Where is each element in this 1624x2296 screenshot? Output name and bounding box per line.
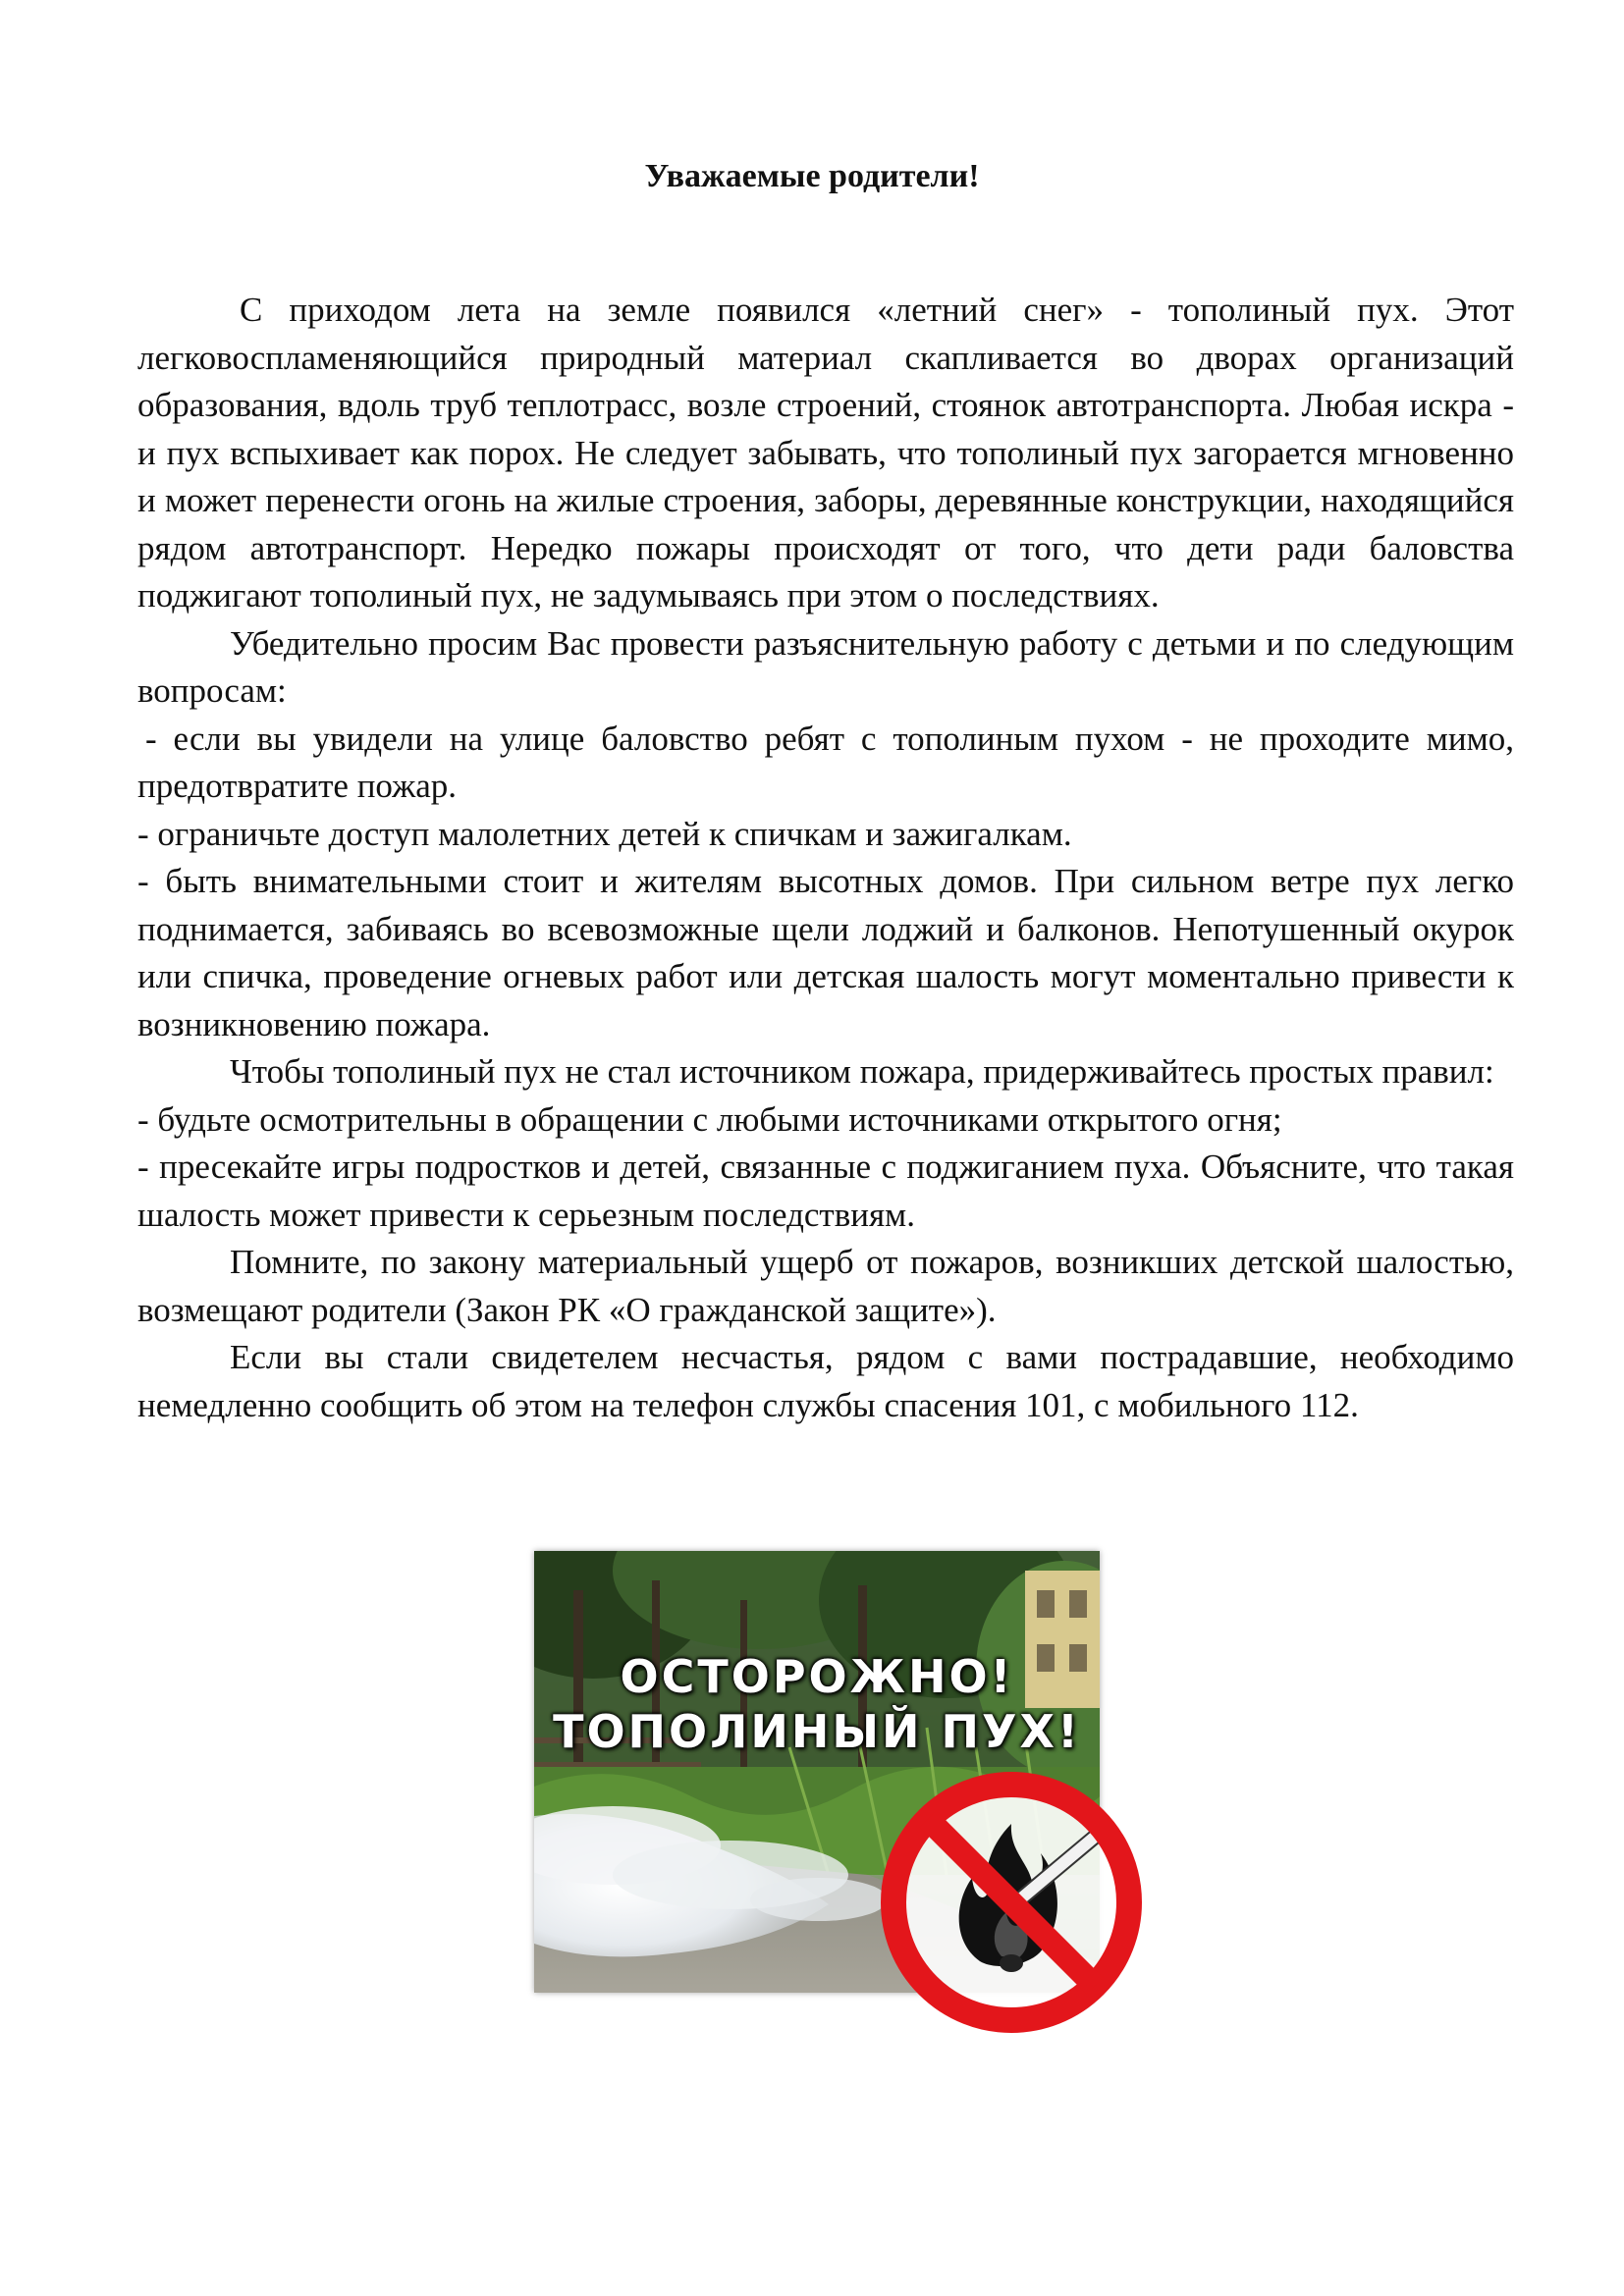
list-item: - будьте осмотрительны в обращении с любыми источниками открытого огня;: [137, 1099, 1282, 1139]
document-body: [137, 287, 1514, 1429]
list-item: - если вы увидели на улице баловство ребят с тополиным пухом - не проходите мимо, предотвратите пожар.: [137, 719, 1514, 805]
paragraph-request: Убедительно просим Вас провести разъяснительную работу с детьми и по следующим вопросам:: [137, 623, 1514, 710]
paragraph-rules: Чтобы тополиный пух не стал источником пожара, придерживайтесь простых правил:: [230, 1052, 1494, 1091]
paragraph-law: Помните, по закону материальный ущерб от пожаров, возникших детской шалостью, возмещают родители (Закон РК «О гражданской защите»).: [137, 1243, 1514, 1329]
caption-line: ТОПОЛИНЫЙ ПУХ!: [553, 1705, 1081, 1758]
paragraph-intro: С приходом лета на земле появился «летний снег» - тополиный пух. Этот легковоспламеняющийся природный материал скапливается во дворах организаций образования, вдоль труб теплотрасс, возле строений, стоянок автотранспорта. Любая искра - и пух вспыхивает как порох. Не следует забывать, что тополиный пух загорается мгновенно и может перенести огонь на жилые строения, заборы, деревянные конструкции, находящийся рядом автотранспорт. Нередко пожары происходят от того, что дети ради баловства поджигают тополиный пух, не задумываясь при этом о последствиях.: [137, 291, 1514, 614]
list-item: - ограничьте доступ малолетних детей к спичкам и зажигалкам.: [137, 814, 1072, 853]
paragraph-emergency: Если вы стали свидетелем несчастья, рядом с вами пострадавшие, необходимо немедленно сообщить об этом на телефон службы спасения 101, с мобильного 112.: [137, 1338, 1514, 1424]
no-open-fire-icon: [864, 1755, 1159, 2050]
list-item: - пресекайте игры подростков и детей, связанные с поджиганием пуха. Объясните, что такая шалость может привести к серьезным последствиям.: [137, 1148, 1514, 1234]
warning-poster: [534, 1551, 1100, 1993]
page-title: Уважаемые родители!: [644, 158, 980, 194]
list-item: - быть внимательными стоит и жителям высотных домов. При сильном ветре пух легко поднимается, забиваясь во всевозможные щели лоджий и балконов. Непотушенный окурок или спичка, проведение огневых работ или детская шалость могут моментально привести к возникновению пожара.: [137, 862, 1514, 1043]
caption-line: ОСТОРОЖНО!: [620, 1650, 1014, 1703]
poster-caption: [534, 1649, 1100, 1759]
